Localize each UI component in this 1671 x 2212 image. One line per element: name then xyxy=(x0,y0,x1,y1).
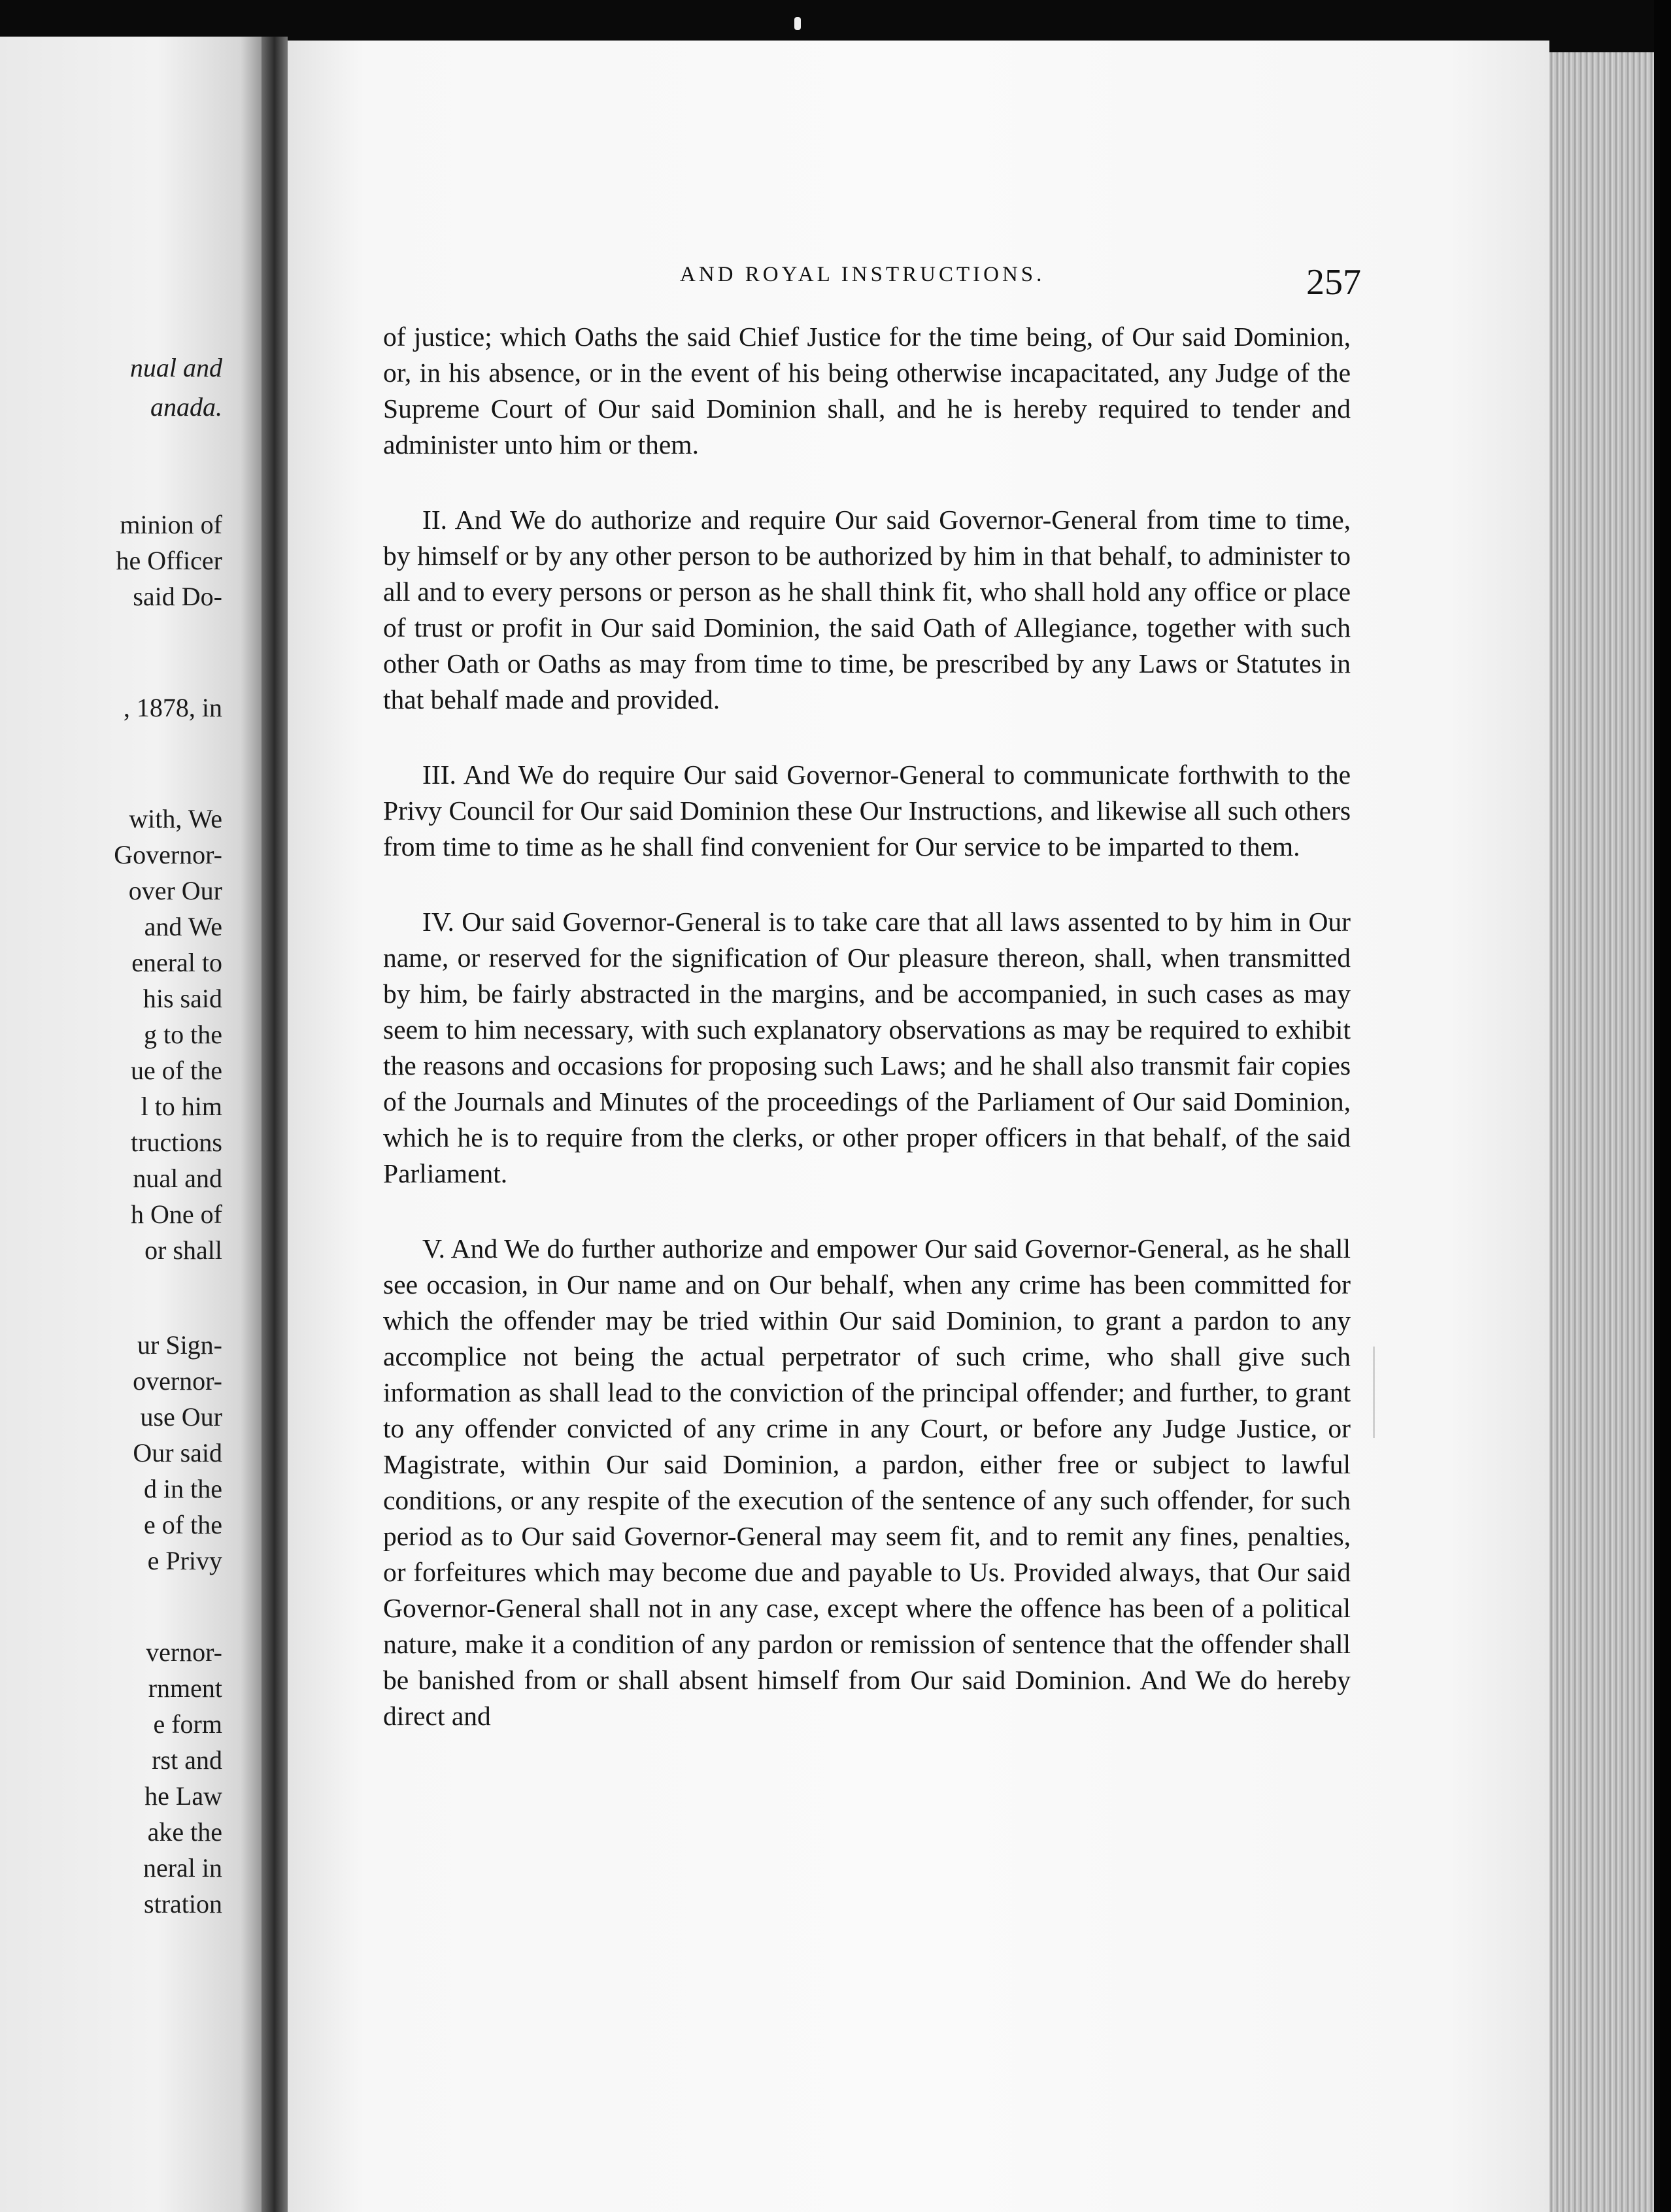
paragraph-continuation: of justice; which Oaths the said Chief Justice for the time being, of Our said Dominion, or, in his absence, or in the event of his being otherwise incapacitated, any Judge of the Supreme Court of Our said Dominion shall, and he is hereby required to tender and administer unto him or them. xyxy=(383,322,1351,460)
left-page-fragment: he Officer xyxy=(116,546,222,575)
left-page-fragment: and We xyxy=(144,912,222,941)
left-page-fragment: neral in xyxy=(143,1853,222,1883)
page-edges xyxy=(1549,52,1671,2212)
scan-mark xyxy=(794,17,801,30)
left-page-fragment: over Our xyxy=(128,876,222,905)
left-page-fragment: Our said xyxy=(133,1438,222,1467)
scan-border xyxy=(1654,0,1671,2212)
left-page-fragment: or shall xyxy=(144,1235,222,1265)
running-head: AND ROYAL INSTRUCTIONS. xyxy=(680,263,1045,286)
left-page-fragment: his said xyxy=(143,984,222,1013)
margin-mark xyxy=(1373,1347,1375,1438)
left-page-fragment: tructions xyxy=(131,1128,222,1157)
left-page-fragment: Governor- xyxy=(114,840,222,869)
left-page-fragment: h One of xyxy=(131,1199,222,1229)
paragraph-iii: III. And We do require Our said Governor-General to communicate forthwith to the Privy Council for Our said Dominion these Our Instructions, and likewise all such others from time to time as he shall find convenient for Our service to be imparted to them. xyxy=(383,760,1351,862)
left-page-fragment: e form xyxy=(153,1709,222,1739)
left-page-fragment: vernor- xyxy=(146,1637,222,1667)
left-page-fragment: use Our xyxy=(140,1402,222,1432)
left-page xyxy=(0,37,262,2212)
left-page-fragment: , 1878, in xyxy=(123,693,222,722)
left-page-fragment: ur Sign- xyxy=(137,1330,222,1360)
left-page-fragment: nual and xyxy=(133,1164,222,1193)
left-page-fragment: he Law xyxy=(144,1781,222,1811)
body-text xyxy=(383,319,1351,1734)
left-page-fragment: l to him xyxy=(141,1092,222,1121)
left-page-fragment: with, We xyxy=(129,804,222,833)
left-page-fragment: said Do- xyxy=(133,582,222,611)
left-page-fragment: d in the xyxy=(144,1474,222,1503)
left-page-fragment: ake the xyxy=(147,1817,222,1847)
left-page-fragment: e of the xyxy=(144,1510,222,1539)
left-page-fragment: anada. xyxy=(150,392,222,422)
left-page-fragment: eneral to xyxy=(131,948,222,977)
paragraph-v: V. And We do further authorize and empower Our said Governor-General, as he shall see occasion, in Our name and on Our behalf, when any crime has been committed for which the offender may be tried within Our said Dominion, to grant a pardon to any accomplice not being the actual perpetrator of such crime, who shall give such information as shall lead to the conviction of the principal offender; and further, to grant to any offender convicted of any crime in any Court, or before any Judge Justice, or Magistrate, within Our said Dominion, a pardon, either free or subject to lawful conditions, or any respite of the execution of the sentence of any such offender, for such period as to Our said Governor-General may seem fit, and to remit any fines, penalties, or forfeitures which may become due and payable to Us. Provided always, that Our said Governor-General shall not in any case, except where the offence has been of a political nature, make it a condition of any pardon or remission of sentence that the offender shall be banished from or shall absent himself from Our said Dominion. And We do hereby direct and xyxy=(383,1233,1351,1731)
page-number: 257 xyxy=(1306,262,1361,303)
book-gutter xyxy=(262,37,288,2212)
left-page-fragment: rnment xyxy=(148,1673,222,1703)
left-page-fragment: g to the xyxy=(144,1020,222,1049)
left-page-fragment: minion of xyxy=(120,510,222,539)
paragraph-iv: IV. Our said Governor-General is to take care that all laws assented to by him in Our name, or reserved for the signification of Our pleasure thereon, shall, when transmitted by him, be fairly abstracted in the margins, and be accompanied, in such cases as may seem to him necessary, with such explanatory observations as may be required to exhibit the reasons and occasions for proposing such Laws; and he shall also transmit fair copies of the Journals and Minutes of the proceedings of the Parliament of Our said Dominion, which he is to require from the clerks, or other proper officers in that behalf, of the said Parliament. xyxy=(383,907,1351,1188)
left-page-fragment: rst and xyxy=(152,1745,222,1775)
left-page-fragment: nual and xyxy=(129,353,222,382)
left-page-fragment: overnor- xyxy=(133,1366,222,1396)
left-page-fragment: e Privy xyxy=(147,1546,222,1575)
left-page-fragment: ue of the xyxy=(131,1056,222,1085)
paragraph-ii: II. And We do authorize and require Our said Governor-General from time to time, by himself or by any other person to be authorized by him in that behalf, to administer to all and to every persons or person as he shall think fit, who shall hold any office or place of trust or profit in Our said Dominion, the said Oath of Allegiance, together with such other Oath or Oaths as may from time to time, be prescribed by any Laws or Statutes in that behalf made and provided. xyxy=(383,505,1351,714)
left-page-fragment: stration xyxy=(144,1889,222,1919)
